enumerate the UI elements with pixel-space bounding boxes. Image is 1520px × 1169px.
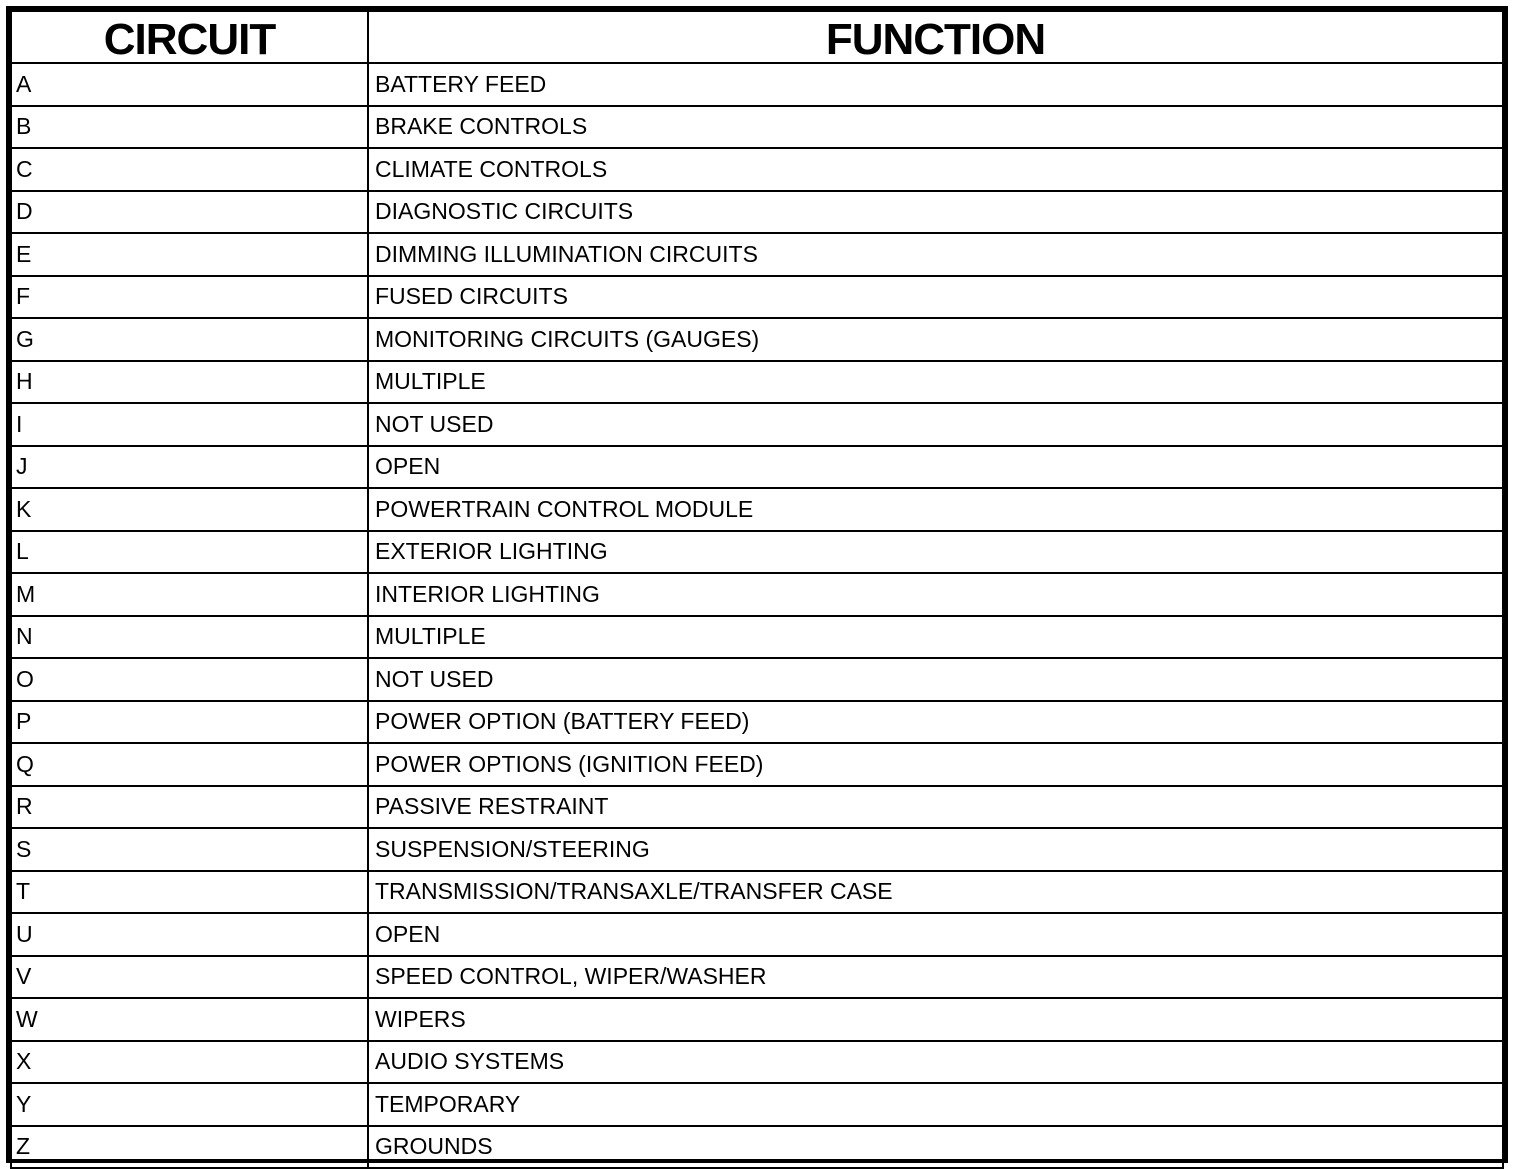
circuit-code-cell: U xyxy=(11,913,368,956)
function-cell: BRAKE CONTROLS xyxy=(368,106,1503,149)
function-cell: POWER OPTION (BATTERY FEED) xyxy=(368,701,1503,744)
function-cell: SUSPENSION/STEERING xyxy=(368,828,1503,871)
table-row xyxy=(11,1126,1503,1169)
table-row xyxy=(11,318,1503,361)
circuit-code-cell: D xyxy=(11,191,368,234)
circuit-code-cell: Z xyxy=(11,1126,368,1169)
function-cell: TEMPORARY xyxy=(368,1083,1503,1126)
table-row xyxy=(11,871,1503,914)
function-cell: MULTIPLE xyxy=(368,616,1503,659)
function-cell: POWER OPTIONS (IGNITION FEED) xyxy=(368,743,1503,786)
function-cell: AUDIO SYSTEMS xyxy=(368,1041,1503,1084)
function-cell: WIPERS xyxy=(368,998,1503,1041)
function-cell: OPEN xyxy=(368,446,1503,489)
table-row xyxy=(11,361,1503,404)
function-cell: GROUNDS xyxy=(368,1126,1503,1169)
circuit-code-cell: B xyxy=(11,106,368,149)
circuit-code-cell: Q xyxy=(11,743,368,786)
table-row xyxy=(11,148,1503,191)
table-row xyxy=(11,998,1503,1041)
function-cell: EXTERIOR LIGHTING xyxy=(368,531,1503,574)
circuit-code-cell: E xyxy=(11,233,368,276)
circuit-code-cell: L xyxy=(11,531,368,574)
circuit-code-cell: N xyxy=(11,616,368,659)
circuit-code-cell: Y xyxy=(11,1083,368,1126)
table-header xyxy=(11,11,1503,63)
function-cell: OPEN xyxy=(368,913,1503,956)
circuit-code-cell: P xyxy=(11,701,368,744)
table-row xyxy=(11,488,1503,531)
circuit-code-cell: G xyxy=(11,318,368,361)
header-row xyxy=(11,11,1503,63)
table-row xyxy=(11,191,1503,234)
circuit-code-cell: X xyxy=(11,1041,368,1084)
circuit-code-cell: T xyxy=(11,871,368,914)
function-cell: DIAGNOSTIC CIRCUITS xyxy=(368,191,1503,234)
circuit-code-cell: M xyxy=(11,573,368,616)
circuit-code-cell: J xyxy=(11,446,368,489)
table-row xyxy=(11,1083,1503,1126)
table-row xyxy=(11,616,1503,659)
function-cell: TRANSMISSION/TRANSAXLE/TRANSFER CASE xyxy=(368,871,1503,914)
circuit-function-table xyxy=(6,6,1508,1163)
function-cell: SPEED CONTROL, WIPER/WASHER xyxy=(368,956,1503,999)
function-cell: POWERTRAIN CONTROL MODULE xyxy=(368,488,1503,531)
function-cell: CLIMATE CONTROLS xyxy=(368,148,1503,191)
table-row xyxy=(11,63,1503,106)
table-row xyxy=(11,828,1503,871)
circuit-code-cell: K xyxy=(11,488,368,531)
table-row xyxy=(11,701,1503,744)
table-row xyxy=(11,743,1503,786)
circuit-code-cell: C xyxy=(11,148,368,191)
table-body xyxy=(11,63,1503,1168)
table-row xyxy=(11,531,1503,574)
circuit-column-header: CIRCUIT xyxy=(11,11,368,63)
table-row xyxy=(11,1041,1503,1084)
function-cell: INTERIOR LIGHTING xyxy=(368,573,1503,616)
table-row xyxy=(11,913,1503,956)
function-cell: FUSED CIRCUITS xyxy=(368,276,1503,319)
function-column-header: FUNCTION xyxy=(368,11,1503,63)
circuit-code-cell: S xyxy=(11,828,368,871)
function-cell: NOT USED xyxy=(368,403,1503,446)
function-cell: PASSIVE RESTRAINT xyxy=(368,786,1503,829)
circuit-code-cell: F xyxy=(11,276,368,319)
circuit-code-cell: A xyxy=(11,63,368,106)
function-cell: MULTIPLE xyxy=(368,361,1503,404)
function-cell: DIMMING ILLUMINATION CIRCUITS xyxy=(368,233,1503,276)
table-row xyxy=(11,276,1503,319)
table-row xyxy=(11,956,1503,999)
function-cell: MONITORING CIRCUITS (GAUGES) xyxy=(368,318,1503,361)
table-row xyxy=(11,573,1503,616)
circuit-code-cell: O xyxy=(11,658,368,701)
table-row xyxy=(11,446,1503,489)
table-row xyxy=(11,233,1503,276)
circuit-code-cell: W xyxy=(11,998,368,1041)
table-row xyxy=(11,403,1503,446)
table xyxy=(10,10,1504,1169)
circuit-code-cell: H xyxy=(11,361,368,404)
table-row xyxy=(11,658,1503,701)
function-cell: NOT USED xyxy=(368,658,1503,701)
circuit-code-cell: I xyxy=(11,403,368,446)
circuit-code-cell: R xyxy=(11,786,368,829)
function-cell: BATTERY FEED xyxy=(368,63,1503,106)
circuit-code-cell: V xyxy=(11,956,368,999)
table-row xyxy=(11,786,1503,829)
table-row xyxy=(11,106,1503,149)
